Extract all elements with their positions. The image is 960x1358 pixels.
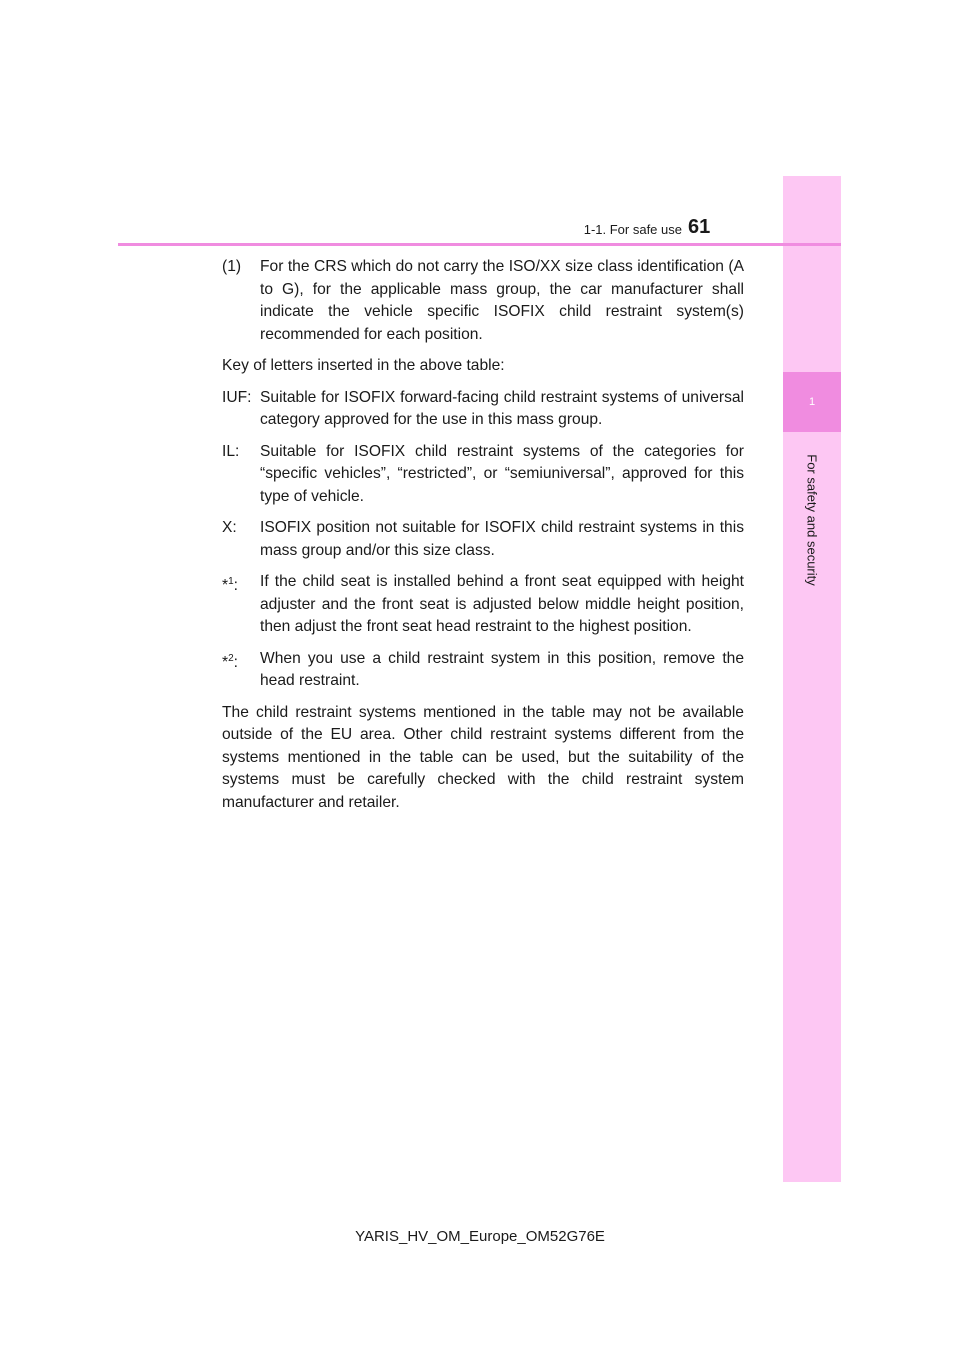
page-body [222, 256, 744, 823]
chapter-title: For safety and security [804, 454, 820, 586]
key-intro: Key of letters inserted in the above table: [222, 357, 505, 374]
key-text: ISOFIX position not suitable for ISOFIX child restraint systems in this mass group and/or this size class. [260, 519, 744, 559]
chapter-side-tab [783, 176, 841, 1182]
footnote-asterisk: * [222, 577, 229, 594]
footnote-colon: : [233, 653, 238, 671]
key-item-x [222, 517, 744, 562]
footnote-2 [222, 648, 744, 693]
footnote-marker [222, 648, 260, 693]
footnote-colon: : [233, 577, 238, 594]
key-text: Suitable for ISOFIX forward-facing child restraint systems of universal category approved for the use in this mass group. [260, 388, 744, 428]
footnote-text: If the child seat is installed behind a front seat equipped with height adjuster and the front seat is adjusted below middle height position, then adjust the front seat head restraint to the highest position. [260, 573, 744, 635]
chapter-number: 1 [808, 396, 816, 408]
footnote-number: 2 [228, 652, 234, 664]
chapter-number-box [783, 372, 841, 432]
note-label: (1) [222, 258, 242, 275]
closing-paragraph: The child restraint systems mentioned in the table may not be available outside of the EU area. Other child restraint systems different from the systems mentioned in the table can be used, but the suitability of the systems must be carefully checked with the child restraint system manufacturer and retailer. [222, 703, 744, 811]
footnote-1 [222, 571, 744, 639]
key-label: IL: [222, 442, 240, 460]
page-number: 61 [688, 216, 711, 238]
document-code: YARIS_HV_OM_Europe_OM52G76E [355, 1228, 605, 1245]
note-1 [222, 256, 744, 346]
key-item-il [222, 441, 744, 509]
footnote-text: When you use a child restraint system in this position, remove the head restraint. [260, 649, 744, 689]
key-label: IUF: [222, 388, 252, 406]
note-text: For the CRS which do not carry the ISO/XX size class identification (A to G), for the applicable mass group, the car manufacturer shall indicate the vehicle specific ISOFIX child restraint system(s) recommended for each position. [260, 258, 744, 343]
key-item-iuf [222, 387, 744, 432]
footnote-marker [222, 571, 260, 639]
footnote-number: 1 [228, 576, 234, 587]
key-text: Suitable for ISOFIX child restraint systems of the categories for “specific vehicles”, “restricted”, or “semiuniversal”, approved for this type of vehicle. [260, 442, 744, 505]
footnote-asterisk: * [222, 653, 229, 671]
key-label: X: [222, 519, 237, 536]
section-label: 1-1. For safe use [583, 222, 682, 237]
header-rule [118, 243, 841, 246]
